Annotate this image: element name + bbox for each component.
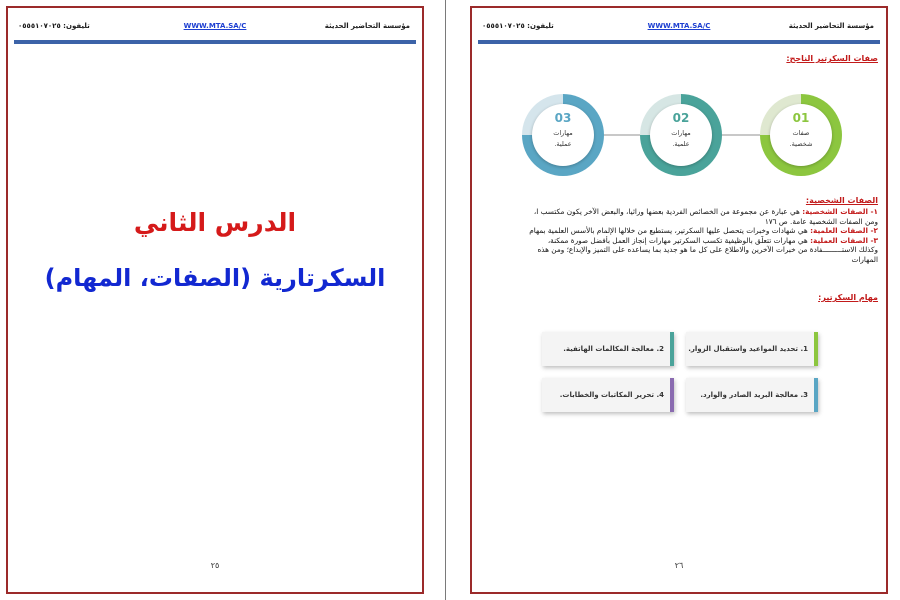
qualities-paragraph [480,207,878,265]
page-header [478,14,880,44]
header-website-link[interactable]: WWW.MTA.SA/C [647,22,711,30]
task-item [686,332,818,366]
circle-inner [650,104,712,166]
task-label: 2. معالجة المكالمات الهاتفية. [563,345,664,353]
paragraph-line [480,236,878,246]
circle-scientific [640,94,722,176]
section-title-tasks: مهام السكرتير: [818,293,878,302]
paragraph-line: وكذلك الاستـــــــــفادة من خبرات الآخرين والاطلاع على كل ما هو جديد بما يساعده على التميز والإبداع؛ ومن هذه [537,245,878,255]
keyword: ٢- الصفات العلمية: [810,226,878,236]
keyword: ٣- الصفات العملية: [810,235,878,245]
task-color-bar [814,332,818,366]
task-item [686,378,818,412]
line-text: هي عبارة عن مجموعة من الخصائص الفردية بعضها وراثيا، والبعض الآخر يكون مكتسب ا، [533,207,803,216]
lesson-title: الدرس الثاني [133,208,297,237]
right-page [470,6,888,594]
task-label: 1. تحديد المواعيد واستقبال الزوار. [688,345,808,353]
left-page [6,6,424,594]
circle-label: مهارات [671,129,691,137]
section-title-personal: الصفات الشخصية: [805,196,878,205]
circle-practical [522,94,604,176]
task-item [542,332,674,366]
task-item [542,378,674,412]
circle-number: 03 [554,111,572,125]
paragraph-line [480,226,878,236]
circle-label: مهارات [553,129,573,137]
header-website-link[interactable]: WWW.MTA.SA/C [183,22,247,30]
lesson-subtitle: السكرتارية (الصفات، المهام) [44,264,386,292]
circle-personal [760,94,842,176]
task-color-bar [670,378,674,412]
circle-inner [532,104,594,166]
task-color-bar [670,332,674,366]
header-phone: تليفون: ٠٥٥٥١٠٧٠٢٥ [482,22,554,30]
circle-label: علمية. [672,140,690,148]
page-gutter [445,0,446,600]
line-text: هي مهارات تتعلّق بالوظيفية تكسب السكرتير مهارات إنجاز العمل بأفضل صورة ممكنة، [547,235,811,245]
circle-label: صفات [792,129,810,137]
task-label: 4. تحرير المكاتبات والخطابات. [559,391,664,399]
header-phone: تليفون: ٠٥٥٥١٠٧٠٢٥ [18,22,90,30]
task-label: 3. معالجة البريد الصادر والوارد. [700,391,808,399]
header-org: مؤسسة التحاضير الحديثة [324,22,410,30]
task-color-bar [814,378,818,412]
circle-inner [770,104,832,166]
page-header [14,14,416,44]
circle-label: شخصية. [789,140,813,148]
paragraph-line [480,207,878,217]
header-org: مؤسسة التحاضير الحديثة [788,22,874,30]
page-number: ٢٦ [674,561,684,570]
keyword: ١- الصفات الشخصية: [802,207,878,216]
circle-label: عملية. [554,140,572,148]
section-title-qualities: صفات السكرتير الناجح: [786,54,878,63]
line-text: هي شهادات وخبرات يتحصل عليها السكرتير، يستطيع من خلالها الإلمام بالأسس العلمية بمهام [529,226,811,236]
page-number: ٢٥ [210,561,220,570]
paragraph-line: ومن الصفات الشخصية عامة. ص ١٧٦ [764,216,878,226]
paragraph-line: المهارات [851,254,878,264]
circle-number: 02 [672,111,690,125]
circle-number: 01 [792,111,810,125]
